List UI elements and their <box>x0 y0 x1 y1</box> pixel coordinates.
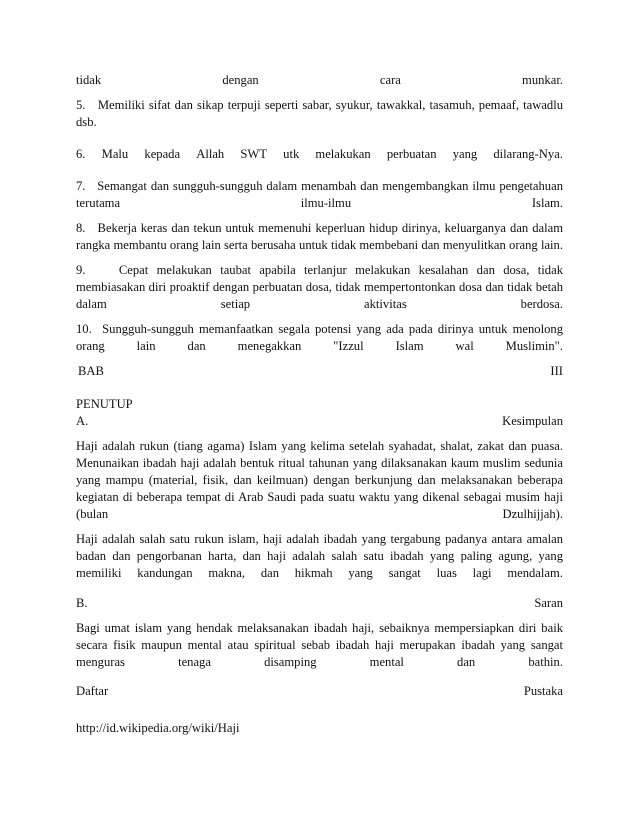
paragraph-2-line: Haji adalah salah satu rukun islam, haji adalah ibadah yang tergabung padanya antara amalan <box>76 532 563 546</box>
chapter-numeral: III <box>550 364 563 378</box>
word: dan <box>260 566 279 580</box>
paragraph-3-line: secara fisik maupun mental atau spiritual sebab ibadah haji merupakan ibadah yang sangat <box>76 638 563 652</box>
word: tenaga <box>178 655 211 669</box>
list-item-7-line-2 <box>76 195 563 212</box>
section-b-heading <box>76 595 563 612</box>
word: utk <box>283 147 300 161</box>
word: Dzulhijjah). <box>502 507 563 521</box>
reference-url: http://id.wikipedia.org/wiki/Haji <box>76 721 240 735</box>
chapter-label: BAB <box>78 364 104 378</box>
list-item-9-line-1 <box>76 262 563 279</box>
word: sangat <box>388 566 421 580</box>
paragraph-3-last-line <box>76 654 563 671</box>
word: dan <box>187 339 206 353</box>
word: disamping <box>264 655 317 669</box>
word: yang <box>452 147 478 161</box>
word: wal <box>455 339 474 353</box>
word: orang <box>76 339 105 353</box>
word: Pustaka <box>523 684 563 698</box>
section-title: Kesimpulan <box>502 414 563 428</box>
list-item-4-continuation <box>76 72 563 89</box>
word: mendalam. <box>507 566 563 580</box>
word: tidak <box>76 73 102 87</box>
word: memiliki <box>76 566 122 580</box>
list-number: 8. <box>76 221 86 235</box>
word: berdosa. <box>520 297 563 311</box>
list-text: Cepat melakukan taubat apabila terlanjur melakukan kesalahan dan dosa, tidak <box>118 263 563 277</box>
word: setiap <box>220 297 251 311</box>
list-item-8-line-2: rangka membantu orang lain serta berusaha untuk tidak membebani dan menyulitkan orang lain. <box>76 238 563 252</box>
word: "Izzul <box>333 339 364 353</box>
word: luas <box>436 566 457 580</box>
word: Daftar <box>76 684 109 698</box>
paragraph-3-line: Bagi umat islam yang hendak melaksanakan ibadah haji, sebaiknya mempersiapkan diri baik <box>76 621 563 635</box>
word: lagi <box>472 566 492 580</box>
references-heading <box>76 683 563 700</box>
word: dan <box>457 655 476 669</box>
word: dilarang-Nya. <box>493 147 563 161</box>
word: munkar. <box>522 73 563 87</box>
list-item-6 <box>76 146 563 163</box>
word: cara <box>379 73 401 87</box>
paragraph-2-last-line <box>76 565 563 582</box>
word: Malu <box>101 147 129 161</box>
list-text: Semangat dan sungguh-sungguh dalam menambah dan mengembangkan ilmu pengetahuan <box>97 179 563 193</box>
word: menguras <box>76 655 125 669</box>
section-title: Saran <box>534 596 563 610</box>
word: menegakkan <box>237 339 302 353</box>
list-item-5-line-2: dsb. <box>76 115 97 129</box>
word: mental <box>369 655 404 669</box>
word: aktivitas <box>364 297 407 311</box>
word: Allah <box>196 147 225 161</box>
list-number: 5. <box>76 98 86 112</box>
word: perbuatan <box>386 147 437 161</box>
list-number: 10. <box>76 322 92 336</box>
section-label: A. <box>76 414 89 428</box>
word: makna, <box>208 566 246 580</box>
word: Islam. <box>531 196 563 210</box>
list-item-8-line-1 <box>76 220 563 237</box>
list-number: 7. <box>76 179 86 193</box>
word: ilmu-ilmu <box>300 196 352 210</box>
paragraph-2-line: badan dan pengorbanan harta, dan haji adalah salah satu ibadah yang paling agung, yang <box>76 549 563 563</box>
paragraph-1-last-line <box>76 506 563 523</box>
word: yang <box>348 566 373 580</box>
section-a-heading <box>76 413 563 430</box>
chapter-heading <box>76 363 563 380</box>
paragraph-1-line: Haji adalah rukun (tiang agama) Islam yang kelima setelah syahadat, shalat, zakat dan puasa. <box>76 439 563 453</box>
paragraph-1-line: kegiatan di beberapa tempat di Arab Saudi pada suatu waktu yang dikenal sebagai musim haji <box>76 490 563 504</box>
list-item-9-line-3 <box>76 296 563 313</box>
word: lain <box>136 339 156 353</box>
word: dengan <box>222 73 259 87</box>
paragraph-1-line: yang mampu (material, fisik, dan keilmuan) dengan berkunjung dan melaksanakan beberapa <box>76 473 563 487</box>
word: bathin. <box>528 655 563 669</box>
list-item-9-line-2: membiasakan diri proaktif dengan perbuatan dosa, tidak mempertontonkan dosa dan tidak betah <box>76 280 563 294</box>
word: kandungan <box>137 566 193 580</box>
word: Islam <box>395 339 424 353</box>
word: kepada <box>144 147 181 161</box>
list-text: Sungguh-sungguh memanfaatkan segala potensi yang ada pada dirinya untuk menolong <box>102 322 563 336</box>
list-text: Memiliki sifat dan sikap terpuji seperti sabar, syukur, tawakkal, tasamuh, pemaaf, tawadlu <box>97 98 563 112</box>
list-text: Bekerja keras dan tekun untuk memenuhi keperluan hidup dirinya, keluarganya dan dalam <box>97 221 564 235</box>
word: (bulan <box>76 507 109 521</box>
word: SWT <box>240 147 267 161</box>
word: terutama <box>76 196 121 210</box>
list-item-10-line-2 <box>76 338 563 355</box>
word: Muslimin". <box>505 339 563 353</box>
chapter-title: PENUTUP <box>76 397 133 411</box>
list-item-5-line-1 <box>76 97 563 114</box>
word: melakukan <box>315 147 371 161</box>
list-item-10-line-1 <box>76 321 563 338</box>
list-item-7-line-1 <box>76 178 563 195</box>
list-number: 9. <box>76 263 86 277</box>
list-number: 6. <box>76 147 86 161</box>
paragraph-1-line: Menunaikan ibadah haji adalah bentuk ritual tahunan yang dilaksanakan kaum muslim sedunia <box>76 456 563 470</box>
word: dalam <box>76 297 107 311</box>
section-label: B. <box>76 596 88 610</box>
word: hikmah <box>294 566 333 580</box>
